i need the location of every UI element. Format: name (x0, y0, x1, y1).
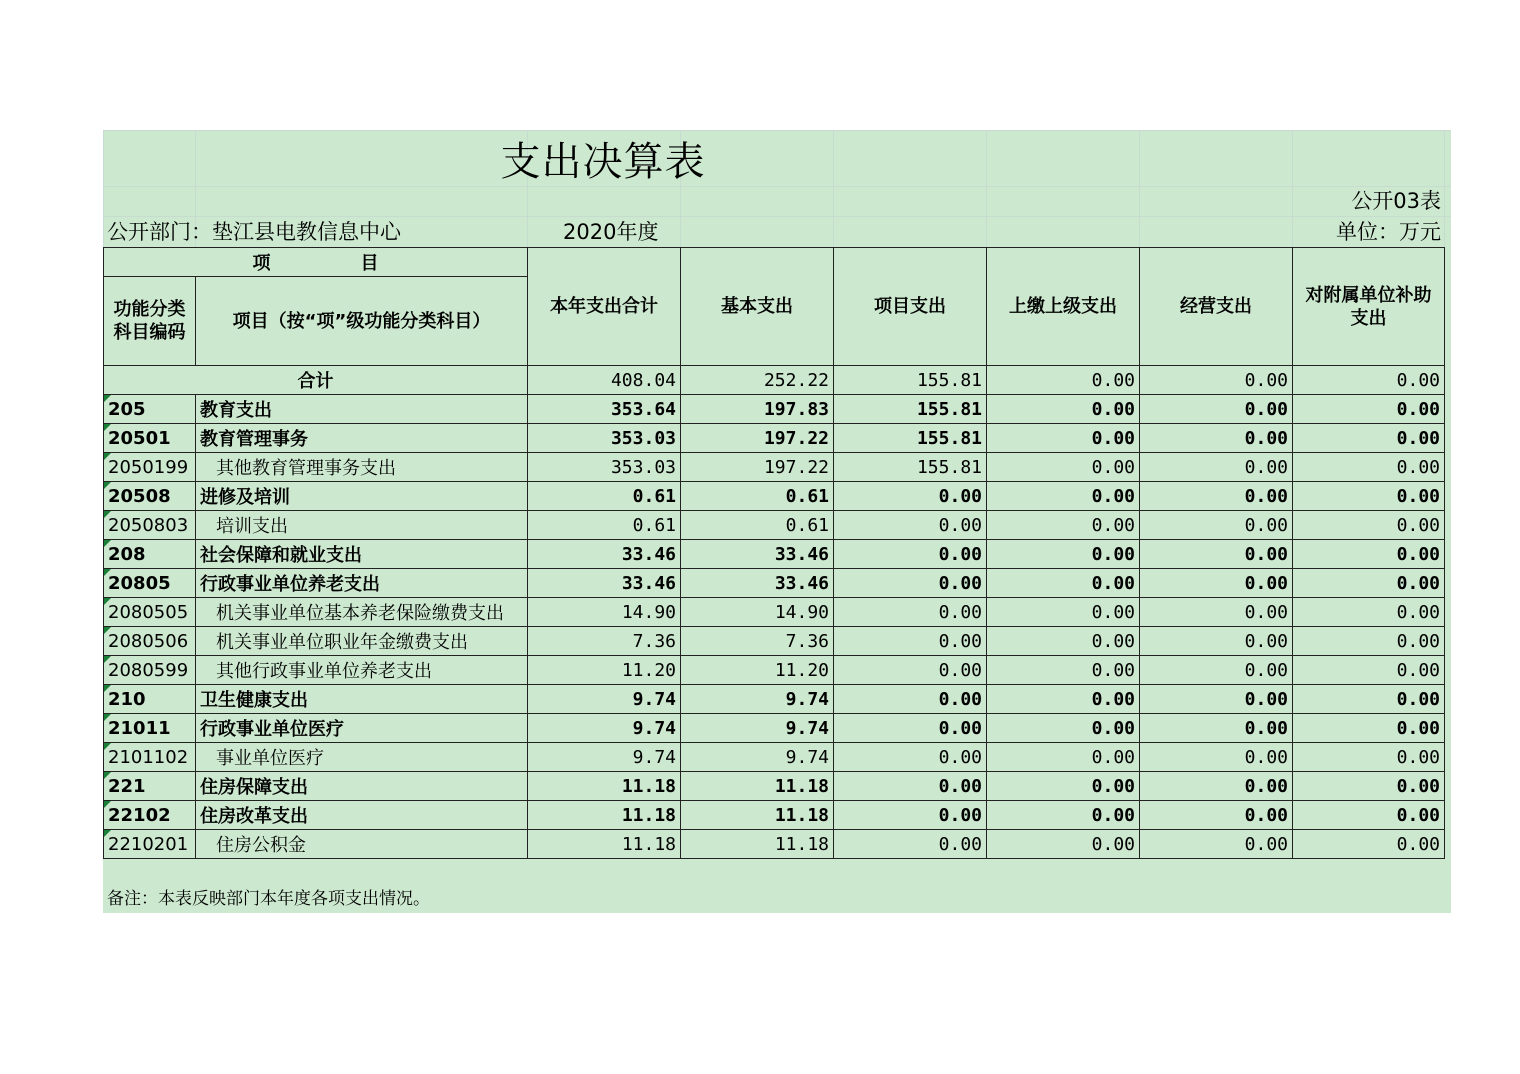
function-code: 208 (108, 543, 146, 565)
table-cell: 0.00 (1140, 424, 1293, 453)
table-cell: 353.64 (528, 395, 681, 424)
header-name: 项目（按“项”级功能分类科目） (196, 277, 528, 366)
table-cell: 0.00 (834, 482, 987, 511)
table-cell: 0.00 (834, 685, 987, 714)
function-code-cell (104, 511, 196, 540)
table-cell: 0.00 (987, 627, 1140, 656)
table-row (104, 540, 1445, 569)
header-project: 项目支出 (834, 248, 987, 366)
table-cell: 353.03 (528, 424, 681, 453)
table-cell: 9.74 (681, 685, 834, 714)
function-code: 20805 (108, 572, 171, 594)
cell-marker-icon (104, 743, 111, 750)
table-cell: 9.74 (528, 685, 681, 714)
table-cell: 0.00 (1140, 395, 1293, 424)
unit-label: 单位：万元 (1336, 220, 1441, 244)
gridline (1139, 130, 1140, 247)
table-cell: 0.00 (1140, 511, 1293, 540)
function-code: 2080505 (108, 601, 189, 623)
function-code-cell (104, 482, 196, 511)
table-cell: 0.00 (834, 511, 987, 540)
table-cell: 0.00 (1293, 801, 1445, 830)
item-name: 教育支出 (196, 395, 528, 424)
function-code: 2050199 (108, 456, 189, 478)
table-cell: 0.00 (1293, 743, 1445, 772)
table-cell: 0.00 (987, 366, 1140, 395)
item-name: 住房改革支出 (196, 801, 528, 830)
function-code: 210 (108, 688, 146, 710)
header-row (104, 248, 1445, 277)
department-label: 公开部门：垫江县电教信息中心 (107, 220, 401, 244)
table-cell: 33.46 (528, 569, 681, 598)
table-cell: 0.00 (987, 656, 1140, 685)
header-code: 功能分类科目编码 (104, 277, 196, 366)
table-cell: 0.00 (834, 743, 987, 772)
footnote: 备注：本表反映部门本年度各项支出情况。 (107, 889, 430, 909)
table-cell: 33.46 (681, 569, 834, 598)
table-row (104, 598, 1445, 627)
table-cell: 155.81 (834, 366, 987, 395)
function-code-cell (104, 830, 196, 859)
table-cell: 0.00 (987, 830, 1140, 859)
table-cell: 197.22 (681, 453, 834, 482)
cell-marker-icon (104, 772, 111, 779)
header-item-group: 项 目 (104, 248, 528, 277)
table-cell: 0.00 (1293, 569, 1445, 598)
item-name: 事业单位医疗 (196, 743, 528, 772)
table-row (104, 685, 1445, 714)
cell-marker-icon (104, 801, 111, 808)
gridline (103, 130, 1451, 131)
table-cell: 0.00 (1293, 772, 1445, 801)
table-row (104, 714, 1445, 743)
table-row (104, 830, 1445, 859)
table-cell: 0.00 (1293, 685, 1445, 714)
table-cell: 0.00 (987, 511, 1140, 540)
table-cell: 0.00 (987, 685, 1140, 714)
table-cell: 0.00 (987, 743, 1140, 772)
function-code: 2210201 (108, 833, 189, 855)
table-cell: 7.36 (681, 627, 834, 656)
table-cell: 155.81 (834, 395, 987, 424)
cell-marker-icon (104, 395, 111, 402)
table-cell: 0.61 (528, 511, 681, 540)
table-cell: 0.00 (1293, 366, 1445, 395)
page-title: 支出决算表 (500, 139, 706, 185)
table-cell: 0.00 (1140, 743, 1293, 772)
table-cell: 0.00 (1140, 540, 1293, 569)
cell-marker-icon (104, 540, 111, 547)
table-row (104, 511, 1445, 540)
table-cell: 0.00 (1293, 453, 1445, 482)
header-basic: 基本支出 (681, 248, 834, 366)
table-cell: 33.46 (681, 540, 834, 569)
cell-marker-icon (104, 569, 111, 576)
table-cell: 11.18 (681, 772, 834, 801)
table-cell: 7.36 (528, 627, 681, 656)
cell-marker-icon (104, 830, 111, 837)
table-cell: 0.00 (1140, 714, 1293, 743)
cell-marker-icon (104, 424, 111, 431)
table-cell: 0.00 (987, 598, 1140, 627)
function-code-cell (104, 395, 196, 424)
table-row (104, 482, 1445, 511)
table-cell: 0.00 (1140, 598, 1293, 627)
cell-marker-icon (104, 656, 111, 663)
function-code: 2101102 (108, 746, 189, 768)
table-cell: 9.74 (528, 743, 681, 772)
function-code: 2080599 (108, 659, 189, 681)
table-cell: 9.74 (681, 743, 834, 772)
table-cell: 11.18 (528, 801, 681, 830)
table-cell: 0.00 (987, 395, 1140, 424)
table-cell: 0.61 (681, 511, 834, 540)
spreadsheet-sheet (103, 130, 1451, 913)
function-code: 22102 (108, 804, 171, 826)
table-row (104, 395, 1445, 424)
table-cell: 0.00 (1293, 714, 1445, 743)
table-cell: 0.00 (1140, 656, 1293, 685)
function-code-cell (104, 424, 196, 453)
function-code-cell (104, 627, 196, 656)
item-name: 其他教育管理事务支出 (196, 453, 528, 482)
item-name: 行政事业单位养老支出 (196, 569, 528, 598)
table-cell: 353.03 (528, 453, 681, 482)
table-cell: 0.00 (1140, 569, 1293, 598)
table-cell: 11.18 (528, 772, 681, 801)
function-code: 205 (108, 398, 146, 420)
cell-marker-icon (104, 453, 111, 460)
table-cell: 0.00 (987, 424, 1140, 453)
fiscal-year: 2020年度 (563, 220, 659, 244)
table-row (104, 743, 1445, 772)
table-cell: 0.00 (834, 540, 987, 569)
table-cell: 9.74 (681, 714, 834, 743)
table-cell: 0.00 (1140, 685, 1293, 714)
table-cell: 0.00 (834, 627, 987, 656)
item-name: 行政事业单位医疗 (196, 714, 528, 743)
table-row (104, 772, 1445, 801)
table-cell: 0.00 (987, 453, 1140, 482)
function-code: 221 (108, 775, 146, 797)
table-cell: 0.00 (987, 482, 1140, 511)
header-business: 经营支出 (1140, 248, 1293, 366)
item-name: 机关事业单位职业年金缴费支出 (196, 627, 528, 656)
function-code-cell (104, 569, 196, 598)
table-cell: 0.00 (834, 569, 987, 598)
table-cell: 155.81 (834, 424, 987, 453)
table-cell: 0.00 (834, 656, 987, 685)
table-cell: 197.83 (681, 395, 834, 424)
table-cell: 0.00 (1140, 772, 1293, 801)
function-code-cell (104, 714, 196, 743)
table-cell: 33.46 (528, 540, 681, 569)
table-cell: 0.00 (1140, 482, 1293, 511)
table-cell: 0.00 (834, 801, 987, 830)
table-cell: 14.90 (528, 598, 681, 627)
header-subsidy: 对附属单位补助支出 (1293, 248, 1445, 366)
table-cell: 0.61 (681, 482, 834, 511)
cell-marker-icon (104, 482, 111, 489)
item-name: 社会保障和就业支出 (196, 540, 528, 569)
function-code: 21011 (108, 717, 171, 739)
table-row (104, 656, 1445, 685)
table-cell: 0.00 (987, 714, 1140, 743)
table-cell: 197.22 (681, 424, 834, 453)
item-name: 机关事业单位基本养老保险缴费支出 (196, 598, 528, 627)
function-code: 20501 (108, 427, 171, 449)
table-cell: 0.00 (834, 598, 987, 627)
item-name: 培训支出 (196, 511, 528, 540)
table-cell: 0.00 (1293, 424, 1445, 453)
table-cell: 9.74 (528, 714, 681, 743)
table-cell: 0.00 (834, 830, 987, 859)
total-label: 合计 (104, 366, 528, 395)
table-cell: 252.22 (681, 366, 834, 395)
table-cell: 0.00 (987, 772, 1140, 801)
table-row (104, 569, 1445, 598)
item-name: 进修及培训 (196, 482, 528, 511)
table-row (104, 627, 1445, 656)
function-code-cell (104, 540, 196, 569)
table-cell: 11.20 (681, 656, 834, 685)
table-row (104, 424, 1445, 453)
table-cell: 0.00 (834, 772, 987, 801)
table-cell: 0.00 (1293, 656, 1445, 685)
function-code-cell (104, 685, 196, 714)
table-cell: 11.18 (681, 830, 834, 859)
cell-marker-icon (104, 511, 111, 518)
table-cell: 0.00 (1293, 511, 1445, 540)
cell-marker-icon (104, 714, 111, 721)
form-number: 公开03表 (1351, 189, 1441, 213)
table-cell: 0.00 (1140, 453, 1293, 482)
item-name: 卫生健康支出 (196, 685, 528, 714)
table-cell: 155.81 (834, 453, 987, 482)
header-upper: 上缴上级支出 (987, 248, 1140, 366)
item-name: 住房保障支出 (196, 772, 528, 801)
table-cell: 408.04 (528, 366, 681, 395)
table-cell: 11.18 (528, 830, 681, 859)
table-cell: 0.00 (1293, 395, 1445, 424)
gridline (1444, 130, 1445, 247)
total-row (104, 366, 1445, 395)
item-name: 其他行政事业单位养老支出 (196, 656, 528, 685)
function-code: 2080506 (108, 630, 189, 652)
table-cell: 0.00 (987, 801, 1140, 830)
function-code-cell (104, 656, 196, 685)
item-name: 教育管理事务 (196, 424, 528, 453)
table-cell: 11.18 (681, 801, 834, 830)
function-code: 20508 (108, 485, 171, 507)
function-code-cell (104, 453, 196, 482)
expenditure-table (103, 247, 1445, 859)
table-cell: 0.00 (987, 569, 1140, 598)
table-cell: 14.90 (681, 598, 834, 627)
table-row (104, 801, 1445, 830)
table-cell: 0.00 (1293, 830, 1445, 859)
table-cell: 0.00 (1140, 366, 1293, 395)
table-cell: 11.20 (528, 656, 681, 685)
function-code-cell (104, 772, 196, 801)
cell-marker-icon (104, 627, 111, 634)
table-cell: 0.00 (1293, 540, 1445, 569)
function-code: 2050803 (108, 514, 189, 536)
item-name: 住房公积金 (196, 830, 528, 859)
function-code-cell (104, 801, 196, 830)
table-row (104, 453, 1445, 482)
table-cell: 0.00 (1293, 598, 1445, 627)
header-total: 本年支出合计 (528, 248, 681, 366)
function-code-cell (104, 598, 196, 627)
cell-marker-icon (104, 685, 111, 692)
table-cell: 0.00 (1293, 482, 1445, 511)
table-cell: 0.61 (528, 482, 681, 511)
table-cell: 0.00 (1293, 627, 1445, 656)
table-cell: 0.00 (987, 540, 1140, 569)
function-code-cell (104, 743, 196, 772)
table-cell: 0.00 (834, 714, 987, 743)
table-cell: 0.00 (1140, 801, 1293, 830)
cell-marker-icon (104, 598, 111, 605)
table-cell: 0.00 (1140, 627, 1293, 656)
gridline (1292, 130, 1293, 247)
table-cell: 0.00 (1140, 830, 1293, 859)
